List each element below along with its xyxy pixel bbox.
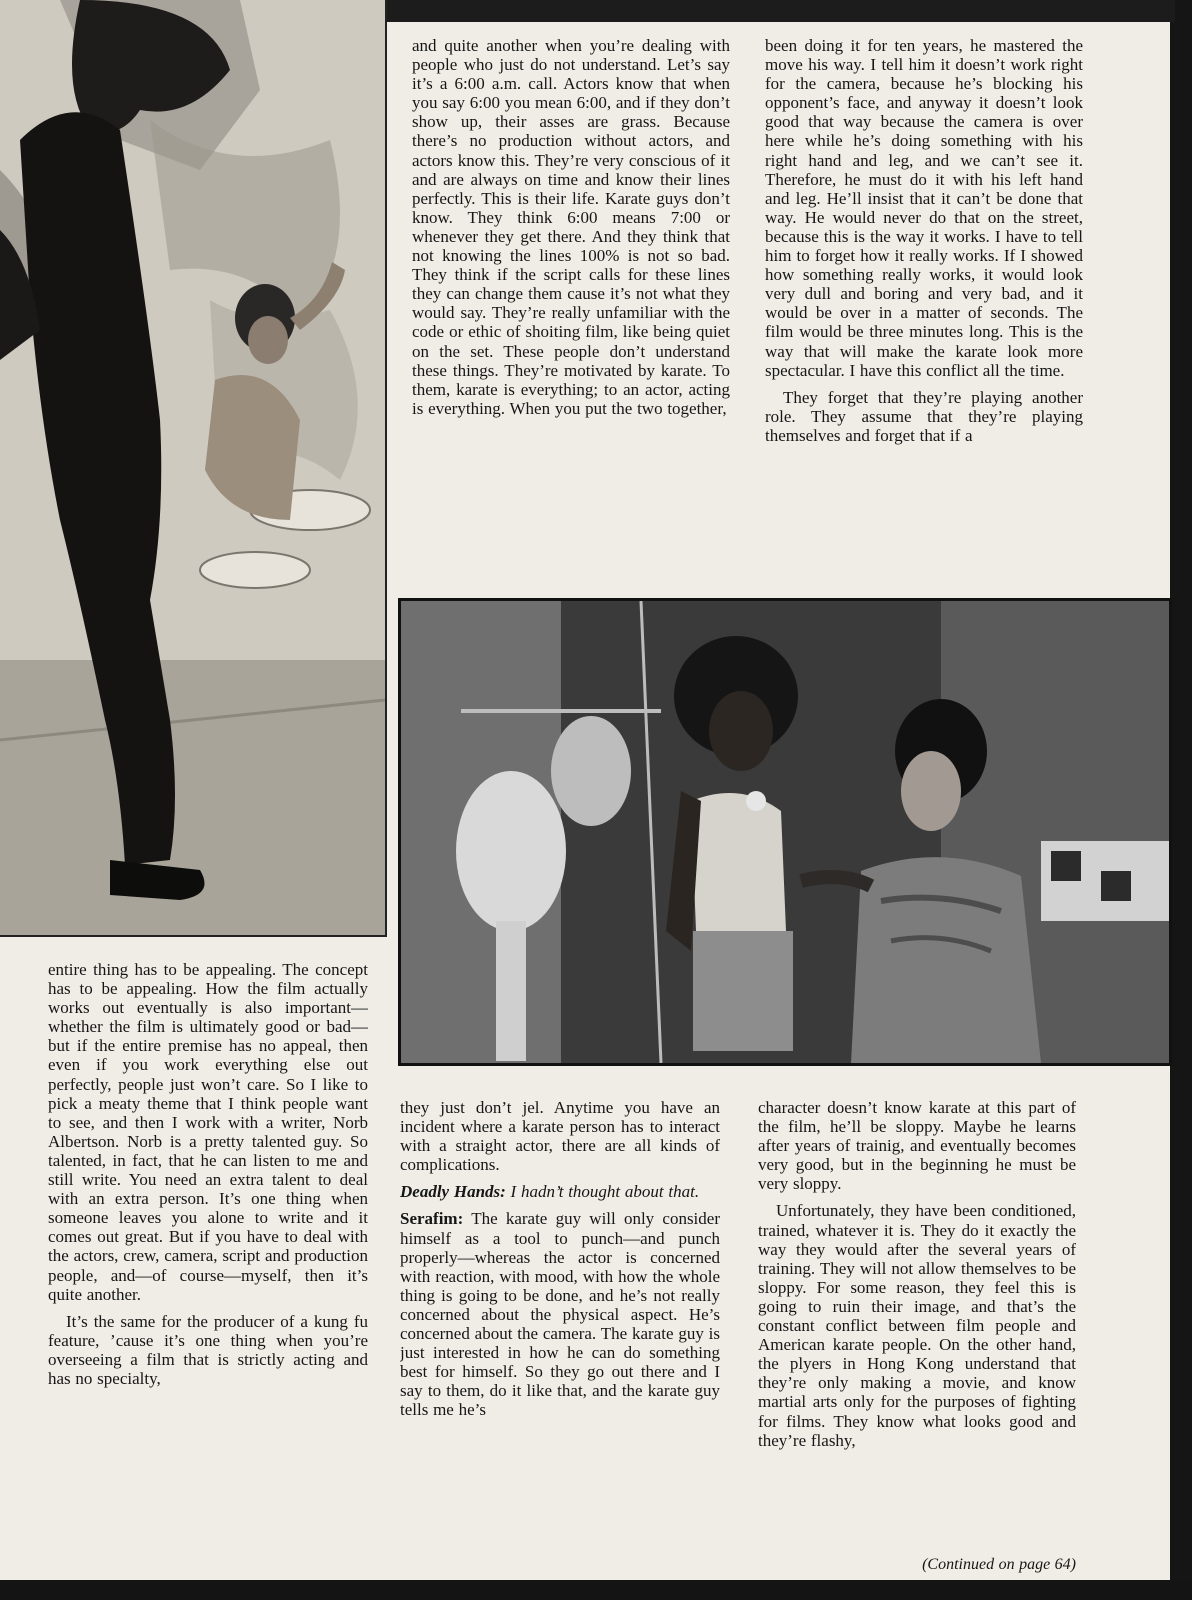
page-bottom-border: [0, 1580, 1192, 1600]
photo-film-still-actors: [398, 598, 1172, 1066]
column-bottom-right: [758, 1098, 1076, 1560]
page-edge-shadow: [1170, 0, 1192, 1600]
interviewer-label: Deadly Hands:: [400, 1182, 506, 1202]
column-top-right: [765, 36, 1083, 572]
paragraph: They forget that they’re playing another role. They assume that they’re playing themselves and forget that if a: [765, 387, 1083, 445]
paragraph: entire thing has to be appealing. The concept has to be appealing. How the film actually works out eventually is also important—whether the film is ultimately good or bad—but if the entire premise has no appeal, then even if you work everything else out perfectly, people just won’t care. So I like to pick a meaty theme that I think people want to see, and then I work with a writer, Norb Albertson. Norb is a pretty talented guy. So talented, in fact, that he can listen to me and still write. You need an extra talent to deal with an extra person. It’s one thing when someone leaves you alone to write and it comes out great. But if you have to deal with the actors, crew, camera, script and production people, and—of course—myself, then it’s quite another.: [48, 960, 368, 1304]
paragraph: been doing it for ten years, he mastered the move his way. I tell him it doesn’t work right for the camera, because he’s blocking his opponent’s face, and anyway it doesn’t look good that way because the camera is over here while he’s doing something with his right hand and leg, and we can’t see it. Therefore, he must do it with his left hand and leg. He’ll insist that it can’t be done that way. He would never do that on the street, because this is the way it works. I have to tell him to forget how it really works. If I showed how something really works, it would look very dull and boring and very bad, and it would be over in a matter of seconds. The film would be three minutes long. This is the way that will make the karate look more spectacular. I have this conflict all the time.: [765, 36, 1083, 380]
speaker-text: The karate guy will only consider himself as a tool to punch—and punch properly—whereas the actor is concerned with reaction, with mood, with how the whole thing is going to be done, and he’s not really concerned about the physical aspect. He’s concerned about the camera. The karate guy is just interested in how he can do something best for himself. So they go out there and I say to them, do it like that, and the karate guy tells me he’s: [400, 1209, 720, 1420]
speaker-label: Serafim:: [400, 1209, 464, 1229]
paragraph: character doesn’t know karate at this part of the film, he’ll be sloppy. Maybe he learns after years of trainig, and eventually becomes very good, but in the beginning he must be very sloppy.: [758, 1098, 1076, 1194]
page-top-border: [385, 0, 1175, 22]
paragraph: they just don’t jel. Anytime you have an incident where a karate person has to interact with a straight actor, there are all kinds of complications.: [400, 1098, 720, 1175]
interviewer-question: [400, 1182, 720, 1201]
column-bottom-left: [48, 960, 368, 1576]
photo-kung-fu-kick: [0, 0, 387, 937]
paragraph: and quite another when you’re dealing with people who just do not understand. Let’s say it’s a 6:00 a.m. call. Actors know that when you say 6:00 you mean 6:00, and if they don’t show up, their asses are grass. Because there’s no production without actors, and actors know this. They’re very conscious of it and are always on time and know their lines perfectly. This is their life. Karate guys don’t know. They think 6:00 means 7:00 or whenever they get there. And they think that not knowing the lines 100% is not so bad. They think if the script calls for these lines they can change them cause it’s not what they would say. They’re really unfamiliar with the code or ethic of shoiting film, like being quiet on the set. These people don’t understand these things. They’re motivated by karate. To them, karate is everything; to an actor, acting is everything. When you put the two together,: [412, 36, 730, 418]
paragraph: It’s the same for the producer of a kung fu feature, ’cause it’s one thing when you’re overseeing a film that is strictly acting and has no specialty,: [48, 1311, 368, 1388]
column-bottom-middle: [400, 1098, 720, 1576]
column-top-middle: [412, 36, 730, 572]
paragraph: Unfortunately, they have been conditioned, trained, whatever it is. They do it exactly the way they would after the several years of training. They will not allow themselves to be sloppy. For some reason, they feel this is going to ruin their image, and that’s the constant conflict between film people and American karate people. On the other hand, the plyers in Hong Kong understand that they’re only making a movie, and know martial arts only for the purposes of fighting for films. They know what looks good and they’re flashy,: [758, 1201, 1076, 1450]
continued-note: (Continued on page 64): [922, 1556, 1076, 1573]
interviewer-text: I hadn’t thought about that.: [510, 1182, 700, 1202]
speaker-answer: [400, 1209, 720, 1419]
